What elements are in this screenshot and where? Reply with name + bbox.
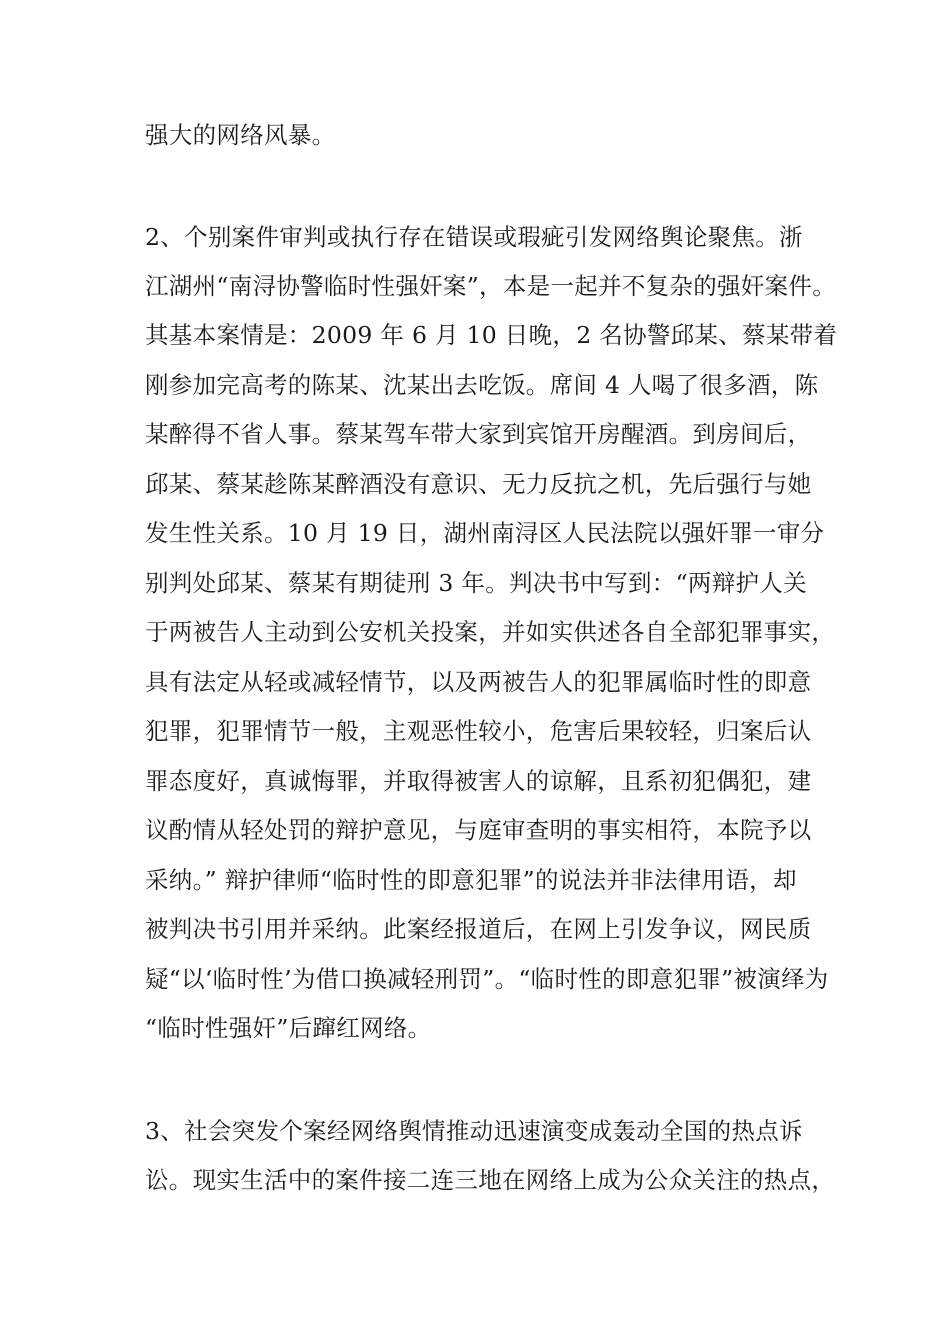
paragraph-3-line-2: 讼。现实生活中的案件接二连三地在网络上成为公众关注的热点， [145, 1166, 836, 1194]
paragraph-2-line-4: 刚参加完高考的陈某、沈某出去吃饭。席间 4 人喝了很多酒，陈 [145, 371, 819, 399]
paragraph-2-line-12: 罪态度好，真诚悔罪，并取得被害人的谅解，且系初犯偶犯，建 [145, 767, 812, 795]
paragraph-2-line-10: 具有法定从轻或减轻情节，以及两被告人的犯罪属临时性的即意 [145, 668, 812, 696]
paragraph-2-line-14: 采纳。” 辩护律师“临时性的即意犯罪”的说法并非法律用语，却 [145, 866, 797, 894]
paragraph-2-line-1: 2、个别案件审判或执行存在错误或瑕疵引发网络舆论聚焦。浙 [145, 223, 803, 251]
paragraph-3-line-1: 3、社会突发个案经网络舆情推动迅速演变成轰动全国的热点诉 [145, 1117, 803, 1145]
paragraph-2-line-16: 疑“以‘临时性’为借口换减轻刑罚”。“临时性的即意犯罪”被演绎为 [145, 965, 829, 993]
paragraph-1-line-1: 强大的网络风暴。 [145, 121, 336, 149]
paragraph-2-line-17: “临时性强奸”后蹿红网络。 [145, 1014, 432, 1042]
paragraph-2-line-2: 江湖州“南浔协警临时性强奸案”，本是一起并不复杂的强奸案件。 [145, 272, 837, 300]
paragraph-2-line-8: 别判处邱某、蔡某有期徒刑 3 年。判决书中写到：“两辩护人关 [145, 569, 807, 597]
paragraph-2-line-11: 犯罪，犯罪情节一般，主观恶性较小，危害后果较轻，归案后认 [145, 717, 812, 745]
paragraph-2-line-15: 被判决书引用并采纳。此案经报道后，在网上引发争议，网民质 [145, 915, 812, 943]
paragraph-2-line-7: 发生性关系。10 月 19 日，湖州南浔区人民法院以强奸罪一审分 [145, 519, 825, 547]
paragraph-2-line-9: 于两被告人主动到公安机关投案，并如实供述各自全部犯罪事实， [145, 618, 836, 646]
paragraph-2-line-6: 邱某、蔡某趁陈某醉酒没有意识、无力反抗之机，先后强行与她 [145, 470, 812, 498]
paragraph-2-line-5: 某醉得不省人事。蔡某驾车带大家到宾馆开房醒酒。到房间后， [145, 420, 812, 448]
paragraph-2-line-13: 议酌情从轻处罚的辩护意见，与庭审查明的事实相符，本院予以 [145, 816, 812, 844]
paragraph-2-line-3: 其基本案情是：2009 年 6 月 10 日晚，2 名协警邱某、蔡某带着 [145, 321, 838, 349]
